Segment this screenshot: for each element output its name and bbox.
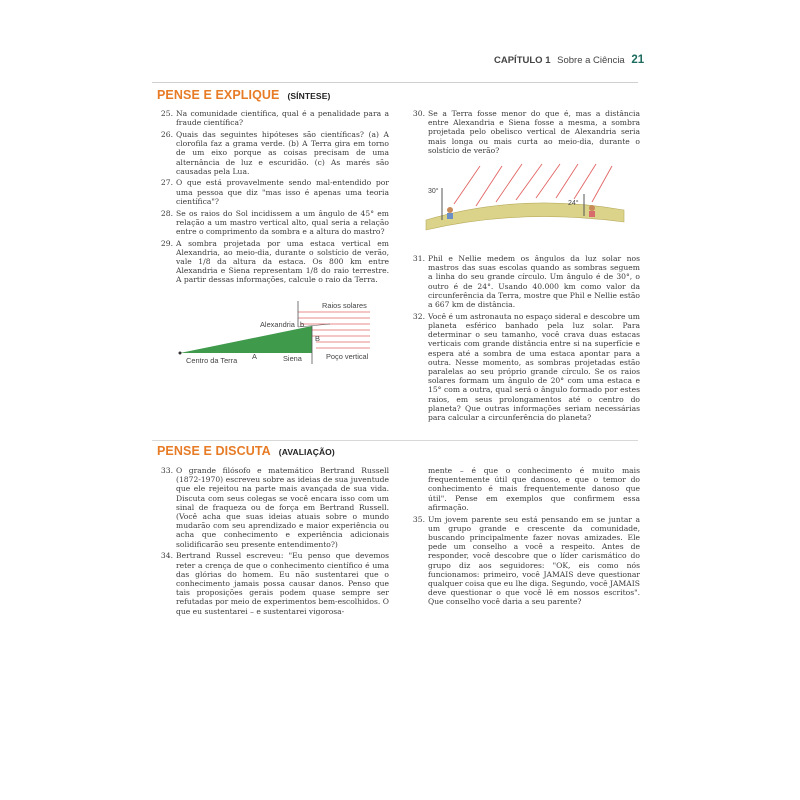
sun-angle-figure bbox=[420, 162, 630, 250]
question: 34. Bertrand Russel escreveu: "Eu penso que devemos reter a crença de que o conhecimento científico é uma das glórias do homem. Eu não sustentarei que o conhecimento jamais possa causar danos. Penso que tais proposições gerais podem quase sempre ser refutadas por meio de experimentos bem-escolhidos. O que eu sustentarei – e sustentarei vigorosa- bbox=[160, 551, 389, 616]
question: 35. Um jovem parente seu está pensando em se juntar a um grupo grande e crescente da comunidade, buscando principalmente fazer novas amizades. Ele pede um conselho a você a respeito. Antes de responder, você descobre que o líder carismático do grupo diz aos seguidores: "OK, eis como nós funcionamos: primeiro, você JAMAIS deve questionar qualquer coisa que eu lhe diga. Segundo, você JAMAIS deve questionar o que você lê em nossos escritos". Que conselho você daria a seu parente? bbox=[412, 514, 640, 607]
section-title-discuta bbox=[157, 444, 335, 458]
question: 26. Quais das seguintes hipóteses são científicas? (a) A clorofila faz a grama verde. (b) A Terra gira em torno de um eixo porque as coisas precisam de uma alternância de luz e escuridão. (c) As marés são causadas pela Lua. bbox=[160, 129, 389, 176]
label-poco-vertical: Poço vertical bbox=[326, 352, 369, 361]
label-b: b bbox=[300, 320, 305, 329]
question: 27. O que está provavelmente sendo mal-entendido por uma pessoa que diz "mas isso é apenas uma teoria científica"? bbox=[160, 178, 389, 206]
sun-angle-diagram bbox=[420, 162, 630, 250]
running-head bbox=[494, 54, 644, 68]
question: 33. O grande filósofo e matemático Bertrand Russell (1872-1970) escreveu sobre as ideias de sua juventude que ele rejeitou na parte mais avançada de sua vida. Discuta com seus colegas se você encara isso com um sinal de fraqueza ou de força em Bertrand Russell. (Você acha que suas ideias atuais sobre o mundo mudarão com seu aprendizado e maior experiência ou acha que conhecimento e experiência adicionais solidificarão seu presente entendimento?) bbox=[160, 466, 389, 549]
question: 28. Se os raios do Sol incidissem a um ângulo de 45° em relação a um mastro vertical alto, qual seria a relação entre o comprimento da sombra e a altura do mastro? bbox=[160, 208, 389, 236]
section-title-explique bbox=[157, 88, 330, 102]
label-A: A bbox=[252, 352, 257, 361]
label-alexandria: Alexandria bbox=[260, 320, 295, 329]
question: 31. Phil e Nellie medem os ângulos da luz solar nos mastros das suas escolas quando as sombras seguem a linha do seu grande círculo. Um ângulo é de 30°, o outro é de 24°. Usando 40.000 km como valor da circunferência da Terra, mostre que Phil e Nellie estão a 667 km de distância. bbox=[412, 254, 640, 310]
chapter-title: Sobre a Ciência bbox=[557, 55, 625, 66]
section2-right-column bbox=[410, 466, 640, 609]
question: 30. Se a Terra fosse menor do que é, mas a distância entre Alexandria e Siena fosse a mesma, a sombra projetada pelo obelisco vertical de Alexandria seria mais longa ou mais curta ao meio-dia, durante o solstício de verão? bbox=[412, 109, 640, 155]
header-rule bbox=[152, 82, 638, 83]
label-angle-30: 30° bbox=[428, 188, 439, 195]
section-title-text: PENSE E EXPLIQUE bbox=[157, 88, 280, 102]
label-centro-da-terra: Centro da Terra bbox=[186, 356, 238, 365]
eratosthenes-figure bbox=[170, 296, 388, 368]
question: 25. Na comunidade científica, qual é a penalidade para a fraude científica? bbox=[160, 109, 389, 128]
section-subtitle: (AVALIAÇÃO) bbox=[278, 447, 335, 457]
section1-right-column-bottom bbox=[410, 254, 640, 425]
continuation-text: mente – é que o conhecimento é muito mais frequentemente útil que danoso, e que o temor do conhecimento é mais frequentemente danoso que útil". Pense em exemplos que confirmem essa afirmação. bbox=[428, 466, 640, 512]
label-siena: Siena bbox=[283, 354, 302, 363]
section-title-text: PENSE E DISCUTA bbox=[157, 444, 271, 458]
section2-left-column bbox=[158, 466, 389, 618]
question: 32. Você é um astronauta no espaço sideral e descobre um planeta esférico banhado pela luz solar. Para determinar o seu tamanho, você crava duas estacas verticais com grande distância entre si na superfície e espera até a sombra de uma estaca apontar para a outra. Nesse momento, as sombras projetadas estão paralelas ao seu próprio grande círculo. Se os raios solares formam um ângulo de 20° com uma estaca e 15° com a outra, qual será o ângulo formado por estes raios, em seus prolongamentos até o centro do planeta? Que outras informações seriam necessárias para calcular a circunferência do planeta? bbox=[412, 311, 640, 422]
label-raios-solares: Raios solares bbox=[322, 301, 367, 310]
section1-right-column-top bbox=[410, 109, 640, 158]
question: 29. A sombra projetada por uma estaca vertical em Alexandria, ao meio-dia, durante o solstício de verão, vale 1/8 da altura da estaca. Os 800 km entre Alexandria e Siena representam 1/8 do raio terrestre. A partir dessas informações, calcule o raio da Terra. bbox=[160, 238, 389, 285]
chapter-label: CAPÍTULO 1 bbox=[494, 55, 551, 66]
label-B: B bbox=[315, 334, 320, 343]
label-angle-24: 24° bbox=[568, 200, 579, 207]
section1-left-column bbox=[158, 109, 389, 287]
section-subtitle: (SÍNTESE) bbox=[287, 91, 331, 101]
page-number: 21 bbox=[631, 54, 645, 66]
section-divider bbox=[152, 440, 638, 441]
